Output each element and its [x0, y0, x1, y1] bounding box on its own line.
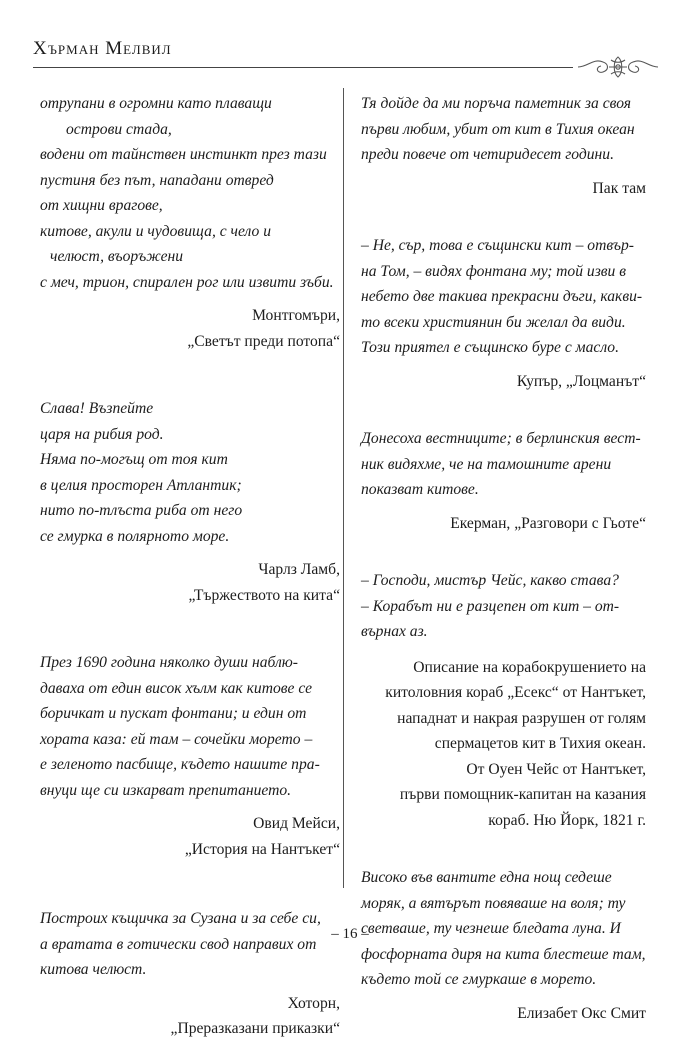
- text-line: водени от тайнствен инстинкт през тази: [40, 146, 327, 163]
- text-line: Тя дойде да ми поръча паметник за своя: [361, 95, 632, 112]
- text-line: преди повече от четиридесет години.: [361, 146, 614, 163]
- epigraph-text: [361, 233, 646, 361]
- text-line: хората каза: ей там – сочейки морето –: [40, 730, 313, 748]
- attribution-line: първи помощник-капитан на казания: [399, 786, 646, 803]
- text-line: острови стада,: [66, 120, 172, 138]
- running-header: [33, 38, 663, 78]
- right-column: [361, 91, 646, 1026]
- epigraph-text: [40, 396, 340, 549]
- epigraph-attribution: [40, 991, 340, 1042]
- text-line: моряк, а вятърът повяваше на воля; ту: [361, 894, 626, 912]
- epigraph-text: [361, 568, 646, 645]
- epigraph-attribution: [361, 511, 646, 537]
- attribution-line: „Преразказани приказки“: [170, 1020, 340, 1037]
- epigraph-text: [361, 426, 646, 503]
- text-line: нито по-тлъста риба от него: [40, 502, 243, 519]
- attribution-line: спермацетов кит в Тихия океан.: [434, 735, 646, 752]
- text-line: – Корабът ни е разцепен от кит – от-: [361, 597, 620, 615]
- column-divider: [343, 88, 344, 888]
- header-title: Хърман Мелвил: [33, 38, 172, 59]
- epigraph-attribution: [361, 655, 646, 834]
- text-line: Построих къщичка за Сузана и за себе си,: [40, 910, 321, 927]
- attribution-line: нападнат и накрая разрушен от голям: [397, 709, 646, 727]
- epigraph-attribution: [40, 811, 340, 862]
- text-line: показват китове.: [361, 481, 479, 498]
- text-line: ник видяхме, че на тамошните арени: [361, 455, 612, 473]
- attribution-line: Овид Мейси,: [253, 815, 340, 832]
- text-line: – Не, сър, това е същински кит – отвър-: [361, 237, 634, 254]
- left-column: [40, 91, 340, 1042]
- epigraph-text: [40, 906, 340, 983]
- text-line: внуци ще си изкарват препитанието.: [40, 781, 292, 799]
- text-line: с меч, трион, спирален рог или извити зъби.: [40, 273, 334, 291]
- attribution-line: „Тържеството на кита“: [188, 586, 340, 604]
- text-line: се гмурка в полярното море.: [40, 527, 230, 545]
- text-line: даваха от един висок хълм как китове се: [40, 679, 312, 697]
- text-line: отрупани в огромни като плаващи: [40, 95, 272, 112]
- epigraph-attribution: [40, 557, 340, 608]
- page-number: – 16 –: [331, 926, 369, 942]
- ornament-icon: [573, 54, 663, 80]
- text-line: светваше, ту чезнеше бледата луна. И: [361, 920, 621, 937]
- text-line: на Том, – видях фонтана му; той изви в: [361, 262, 627, 280]
- attribution-line: Чарлз Ламб,: [258, 561, 340, 578]
- text-line: а вратата в готически свод направих от: [40, 935, 317, 953]
- attribution-line: кораб. Ню Йорк, 1821 г.: [488, 811, 646, 829]
- epigraph-smith: [361, 865, 646, 1026]
- attribution-line: От Оуен Чейс от Нантъкет,: [466, 760, 646, 778]
- attribution-line: Монтгомъри,: [252, 307, 340, 324]
- text-line: в целия просторен Атлантик;: [40, 476, 242, 494]
- text-line: Този приятел е същинско буре с масло.: [361, 339, 620, 356]
- text-line: китове, акули и чудовища, с чело и: [40, 222, 272, 240]
- text-line: През 1690 година няколко души наблю-: [40, 654, 298, 671]
- epigraph-eckermann: [361, 426, 646, 536]
- text-line: китова челюст.: [40, 961, 147, 978]
- text-line: Слава! Възпейте: [40, 400, 154, 417]
- text-line: Високо във вантите една нощ седеше: [361, 869, 612, 886]
- epigraph-essex: [361, 568, 646, 833]
- text-line: Донесоха вестниците; в берлинския вест-: [361, 430, 641, 447]
- attribution-line: „История на Нантъкет“: [184, 840, 340, 858]
- text-line: е зеленото пасбище, където нашите пра-: [40, 756, 320, 773]
- attribution-line: Купър, „Лоцманът“: [516, 372, 646, 390]
- text-line: първи любим, убит от кит в Тихия океан: [361, 120, 635, 138]
- text-line: то всеки християнин би желал да види.: [361, 313, 626, 331]
- text-line: където той се гмуркаше в морето.: [361, 971, 597, 988]
- text-line: пустиня без път, нападани отвред: [40, 171, 274, 189]
- text-line: царя на рибия род.: [40, 425, 164, 443]
- text-line: небето две такива прекрасни дъги, какви-: [361, 288, 643, 305]
- epigraph-attribution: [361, 369, 646, 395]
- epigraph-montgomery: [40, 91, 340, 354]
- epigraph-macy: [40, 650, 340, 862]
- text-line: – Господи, мистър Чейс, какво става?: [361, 572, 619, 589]
- epigraph-text: [40, 650, 340, 803]
- text-line: боричкат и пускат фонтани; и един от: [40, 705, 307, 722]
- attribution-line: Пак там: [592, 179, 646, 197]
- epigraph-text: [40, 91, 340, 295]
- text-line: от хищни врагове,: [40, 197, 163, 214]
- epigraph-attribution: [361, 1001, 646, 1027]
- epigraph-text: [361, 91, 646, 168]
- epigraph-attribution: [40, 303, 340, 354]
- attribution-line: Описание на корабокрушението на: [413, 658, 646, 676]
- text-line: Няма по-могъщ от тоя кит: [40, 451, 228, 468]
- attribution-line: „Светът преди потопа“: [187, 332, 340, 350]
- attribution-line: Хоторн,: [287, 994, 340, 1012]
- attribution-line: китоловния кораб „Есекс“ от Нантъкет,: [385, 684, 646, 701]
- epigraph-cooper: [361, 233, 646, 394]
- epigraph-lamb: [40, 396, 340, 608]
- text-line: фосфорната диря на кита блестеше там,: [361, 945, 646, 963]
- epigraph-monument: [361, 91, 646, 201]
- header-rule: [33, 67, 573, 68]
- attribution-line: Елизабет Окс Смит: [517, 1004, 646, 1022]
- text-line: върнах аз.: [361, 623, 428, 640]
- attribution-line: Екерман, „Разговори с Гьоте“: [450, 514, 646, 532]
- epigraph-attribution: [361, 176, 646, 202]
- text-line: челюст, въоръжени: [50, 248, 184, 265]
